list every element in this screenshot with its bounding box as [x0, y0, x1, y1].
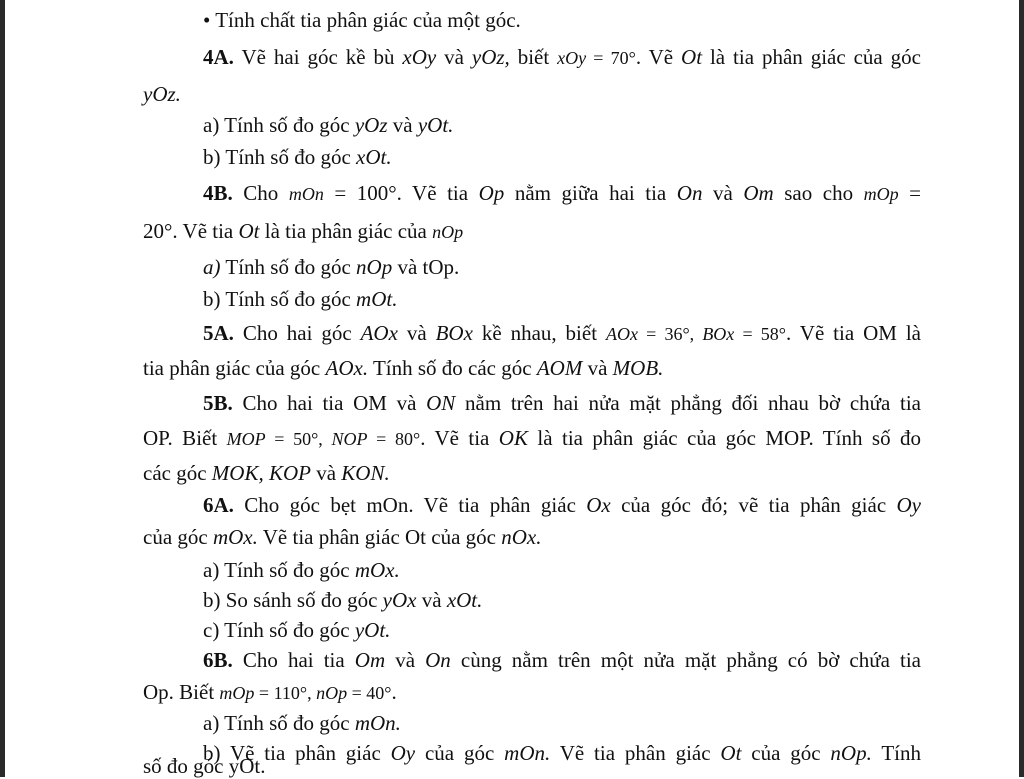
exercise-4a-line-2: yOz. [143, 82, 181, 106]
exercise-6b-part-b-continued: số đo góc yOt. [143, 754, 266, 778]
exercise-6a-part-a: a) Tính số đo góc mOx. [203, 558, 400, 582]
exercise-6a-part-b: b) So sánh số đo góc yOx và xOt. [203, 588, 483, 612]
exercise-5b-line-3: các góc MOK, KOP và KON. [143, 461, 390, 485]
exercise-5a-line-2: tia phân giác của góc AOx. Tính số đo các góc AOM và MOB. [143, 356, 664, 380]
exercise-6b-line-2: Op. Biết mOp = 110°, nOp = 40°. [143, 680, 397, 704]
exercise-4a-part-a: a) Tính số đo góc yOz và yOt. [203, 113, 454, 137]
exercise-4b-part-b: b) Tính số đo góc mOt. [203, 287, 398, 311]
exercise-6a-line-1: 6A. Cho góc bẹt mOn. Vẽ tia phân giác Ox của góc đó; vẽ tia phân giác Oy [203, 493, 921, 517]
exercise-6b-part-b: b) Vẽ tia phân giác Oy của góc mOn. Vẽ tia phân giác Ot của góc nOp. Tính [203, 741, 921, 765]
exercise-4a-line-1: 4A. Vẽ hai góc kề bù xOy và yOz, biết xOy = 70°. Vẽ Ot là tia phân giác của góc [203, 45, 922, 69]
exercise-6a-part-c: c) Tính số đo góc yOt. [203, 618, 391, 642]
exercise-4b-part-a: a) Tính số đo góc nOp và tOp. [203, 255, 460, 279]
exercise-6b-part-a: a) Tính số đo góc mOn. [203, 711, 401, 735]
exercise-4b-line-1: 4B. Cho mOn = 100°. Vẽ tia Op nằm giữa hai tia On và Om sao cho mOp = [203, 181, 921, 205]
exercise-5b-line-1: 5B. Cho hai tia OM và ON nằm trên hai nửa mặt phẳng đối nhau bờ chứa tia [203, 391, 922, 415]
exercise-5b-line-2: OP. Biết MOP = 50°, NOP = 80°. Vẽ tia OK là tia phân giác của góc MOP. Tính số đo [143, 426, 921, 450]
exercise-4a-part-b: b) Tính số đo góc xOt. [203, 145, 392, 169]
exercise-6b-line-1: 6B. Cho hai tia Om và On cùng nằm trên một nửa mặt phẳng có bờ chứa tia [203, 648, 922, 672]
exercise-6a-line-2: của góc mOx. Vẽ tia phân giác Ot của góc nOx. [143, 525, 542, 549]
bullet-heading: • Tính chất tia phân giác của một góc. [203, 8, 521, 32]
exercise-4b-line-2: 20°. Vẽ tia Ot là tia phân giác của nOp [143, 219, 464, 243]
exercise-5a-line-1: 5A. Cho hai góc AOx và BOx kề nhau, biết AOx = 36°, BOx = 58°. Vẽ tia OM là [203, 321, 921, 345]
